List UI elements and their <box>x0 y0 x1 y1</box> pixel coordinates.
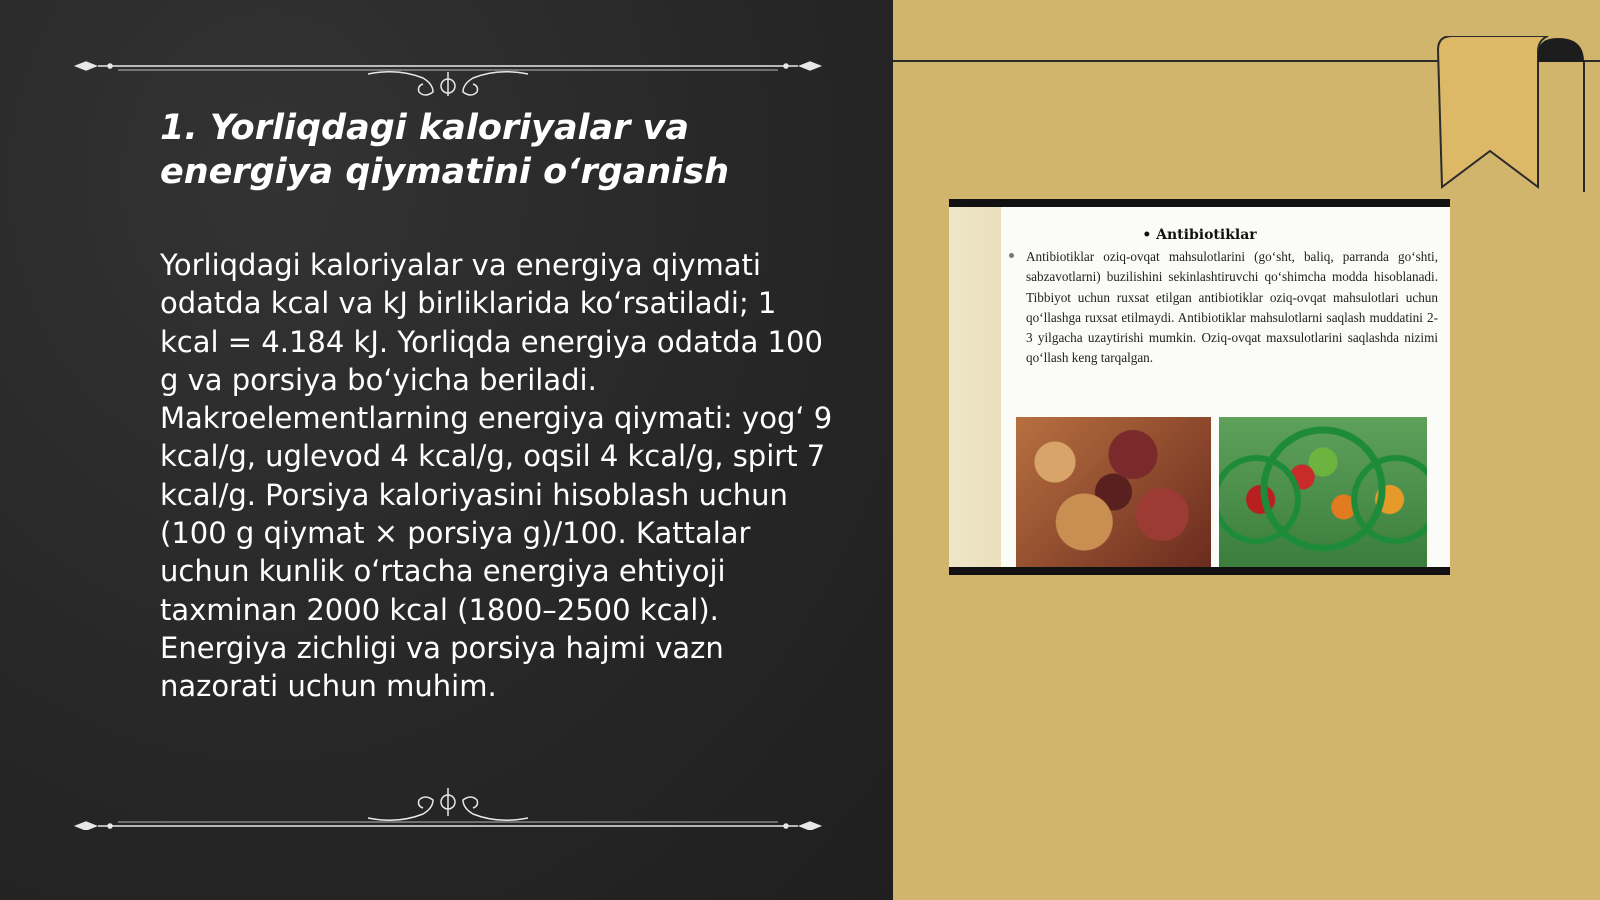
bookmark-ribbon-icon <box>1432 36 1600 201</box>
slide-body-text: Yorliqdagi kaloriyalar va energiya qiymati odatda kcal va kJ birliklarida ko‘rsatiladi; 1 kcal = 4.184 kJ. Yorliqda energiya odatda 100 g va porsiya bo‘yicha beriladi. Makroelementlarning energiya qiymati: yog‘ 9 kcal/g, uglevod 4 kcal/g, oqsil 4 kcal/g, spirt 7 kcal/g. Porsiya kaloriyasini hisoblash uchun (100 g qiymat × porsiya g)/100. Kattalar uchun kunlik o‘rtacha energiya ehtiyoji taxminan 2000 kcal (1800–2500 kcal). Energiya zichligi va porsiya hajmi vazn nazorati uchun muhim. <box>160 248 833 704</box>
vegetables-photo <box>1219 417 1427 567</box>
bullet-icon <box>1009 253 1014 258</box>
embedded-slide-title: • Antibiotiklar <box>1142 227 1257 243</box>
bottom-ornament-divider <box>68 770 828 830</box>
embedded-slide-side-strip <box>949 207 1001 567</box>
meat-products-photo <box>1016 417 1211 567</box>
embedded-slide-image <box>949 199 1450 575</box>
embedded-slide-title-text: Antibiotiklar <box>1156 227 1257 243</box>
embedded-slide-paragraph: Antibiotiklar oziq-ovqat mahsulotlarini (go‘sht, baliq, parranda go‘shti, sabzavotlarni) buzilishini sekinlashtiruvchi qo‘shimcha modda hisoblanadi. Tibbiyot uchun ruxsat etilgan antibiotiklar oziq-ovqat mahsulotlari uchun qo‘llashga ruxsat etilmaydi. Antibiotiklar mahsulotlarni saqlash muddatini 2-3 yilgacha uzaytirishi mumkin. Oziq-ovqat maxsulotlarini saqlashda nizimi qo‘llash keng tarqalgan. <box>1026 249 1438 366</box>
slide-title: 1. Yorliqdagi kaloriyalar va energiya qiymatini o‘rganish <box>160 108 730 192</box>
top-ornament-divider <box>68 40 828 100</box>
embedded-slide-content <box>949 207 1450 567</box>
